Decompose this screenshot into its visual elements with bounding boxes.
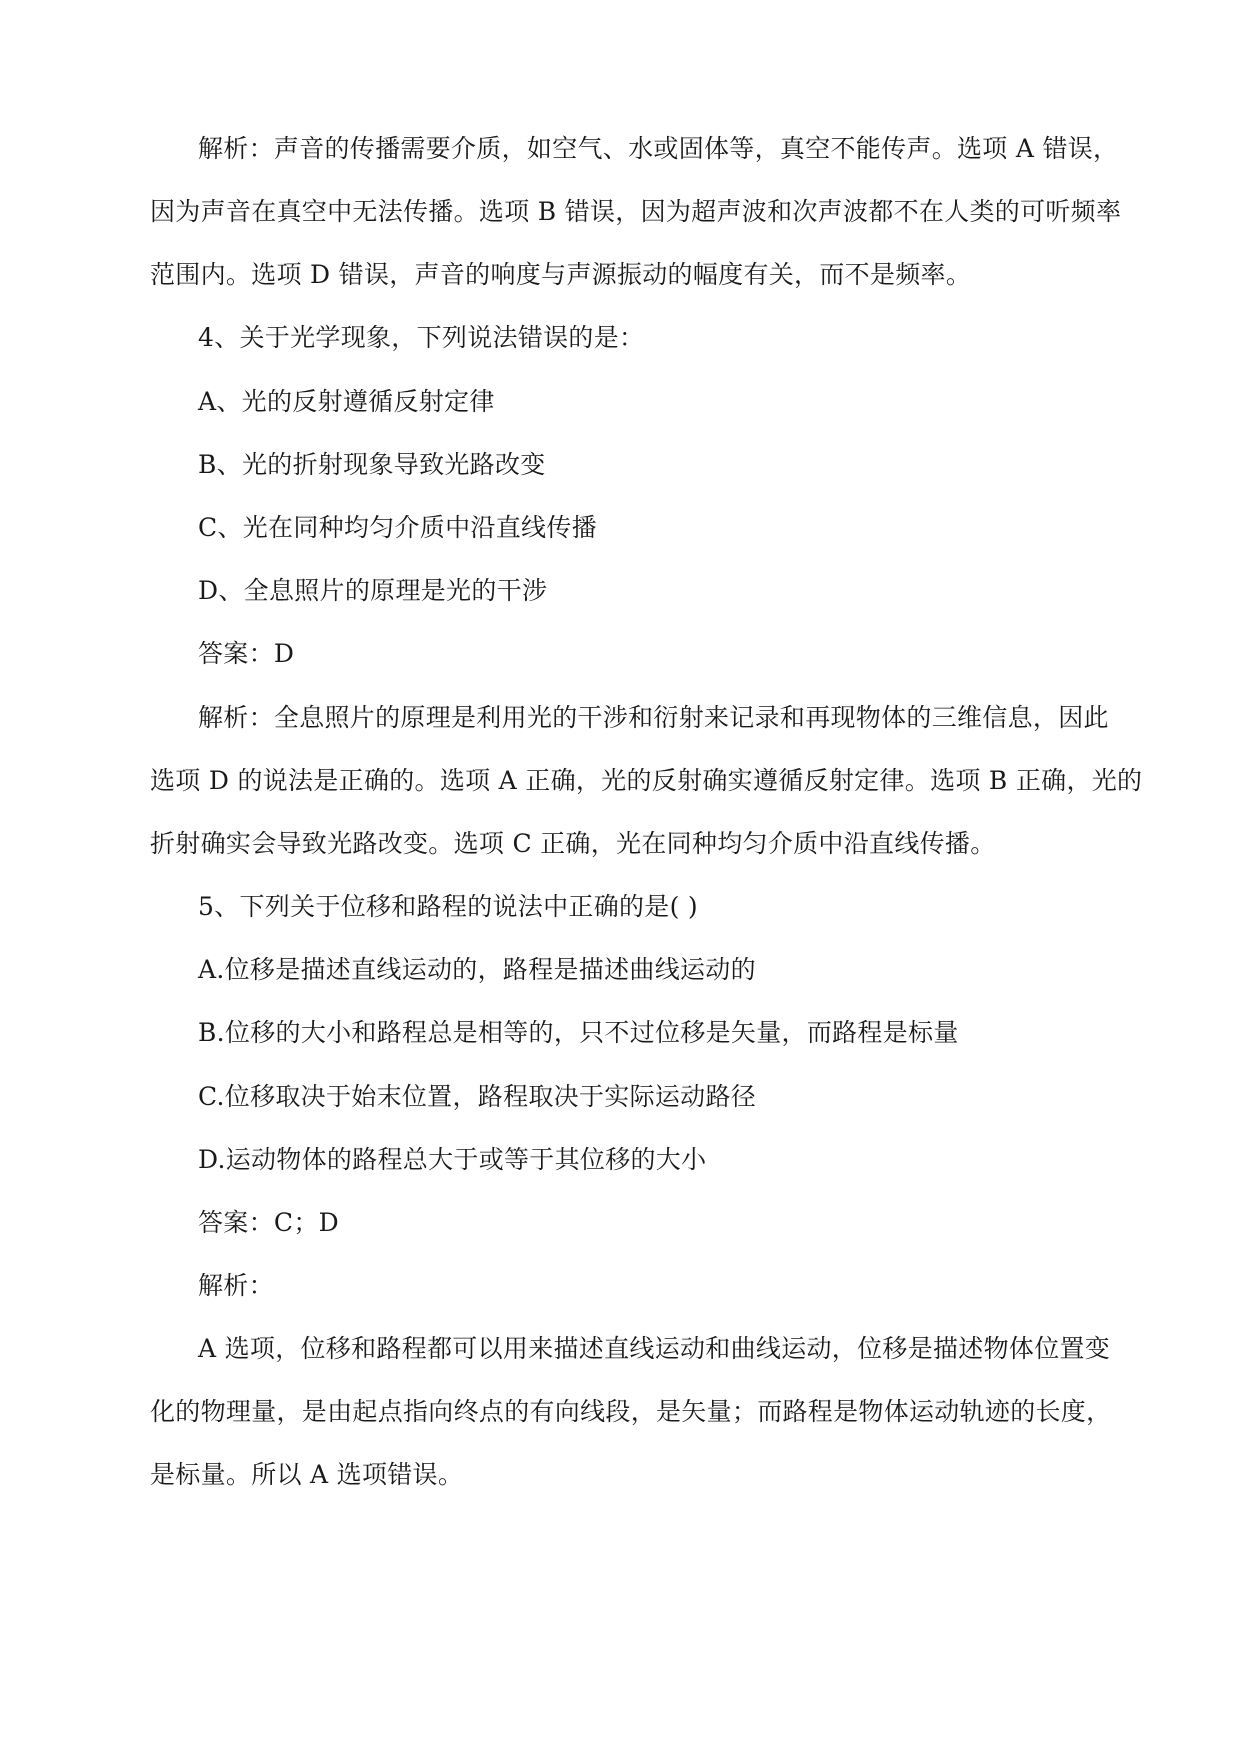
q5-stem: 5、下列关于位移和路程的说法中正确的是( ) [198,892,698,921]
q4-option-a: A、光的反射遵循反射定律 [198,387,495,416]
q5-answer: 答案：C；D [198,1208,339,1237]
q4-option-d: D、全息照片的原理是光的干涉 [198,576,548,605]
q4-answer: 答案：D [198,639,295,668]
q3-analysis-line-2: 因为声音在真空中无法传播。选项 B 错误，因为超声波和次声波都不在人类的可听频率 [150,197,1122,226]
q3-analysis-line-1: 解析：声音的传播需要介质，如空气、水或固体等，真空不能传声。选项 A 错误， [198,134,1119,163]
q4-analysis-line-1: 解析：全息照片的原理是利用光的干涉和衍射来记录和再现物体的三维信息，因此 [198,703,1109,732]
q5-analysis-title: 解析： [198,1271,274,1300]
q5-analysis-line-2: 化的物理量，是由起点指向终点的有向线段，是矢量；而路程是物体运动轨迹的长度， [150,1397,1112,1426]
q5-option-a: A.位移是描述直线运动的，路程是描述曲线运动的 [198,955,756,984]
q5-option-d: D.运动物体的路程总大于或等于其位移的大小 [198,1145,707,1174]
q4-option-c: C、光在同种均匀介质中沿直线传播 [198,513,597,542]
q5-analysis-line-3: 是标量。所以 A 选项错误。 [150,1460,464,1489]
q4-option-b: B、光的折射现象导致光路改变 [198,450,546,479]
q4-analysis-line-2: 选项 D 的说法是正确的。选项 A 正确，光的反射确实遵循反射定律。选项 B 正确，光的 [150,766,1143,795]
q4-stem: 4、关于光学现象，下列说法错误的是： [198,323,645,352]
q4-analysis-line-3: 折射确实会导致光路改变。选项 C 正确，光在同种均匀介质中沿直线传播。 [150,829,996,858]
q5-option-b: B.位移的大小和路程总是相等的，只不过位移是矢量，而路程是标量 [198,1018,959,1047]
q5-analysis-line-1: A 选项，位移和路程都可以用来描述直线运动和曲线运动，位移是描述物体位置变 [198,1334,1111,1363]
q3-analysis-line-3: 范围内。选项 D 错误，声音的响度与声源振动的幅度有关，而不是频率。 [150,260,972,289]
q5-option-c: C.位移取决于始末位置，路程取决于实际运动路径 [198,1082,757,1111]
